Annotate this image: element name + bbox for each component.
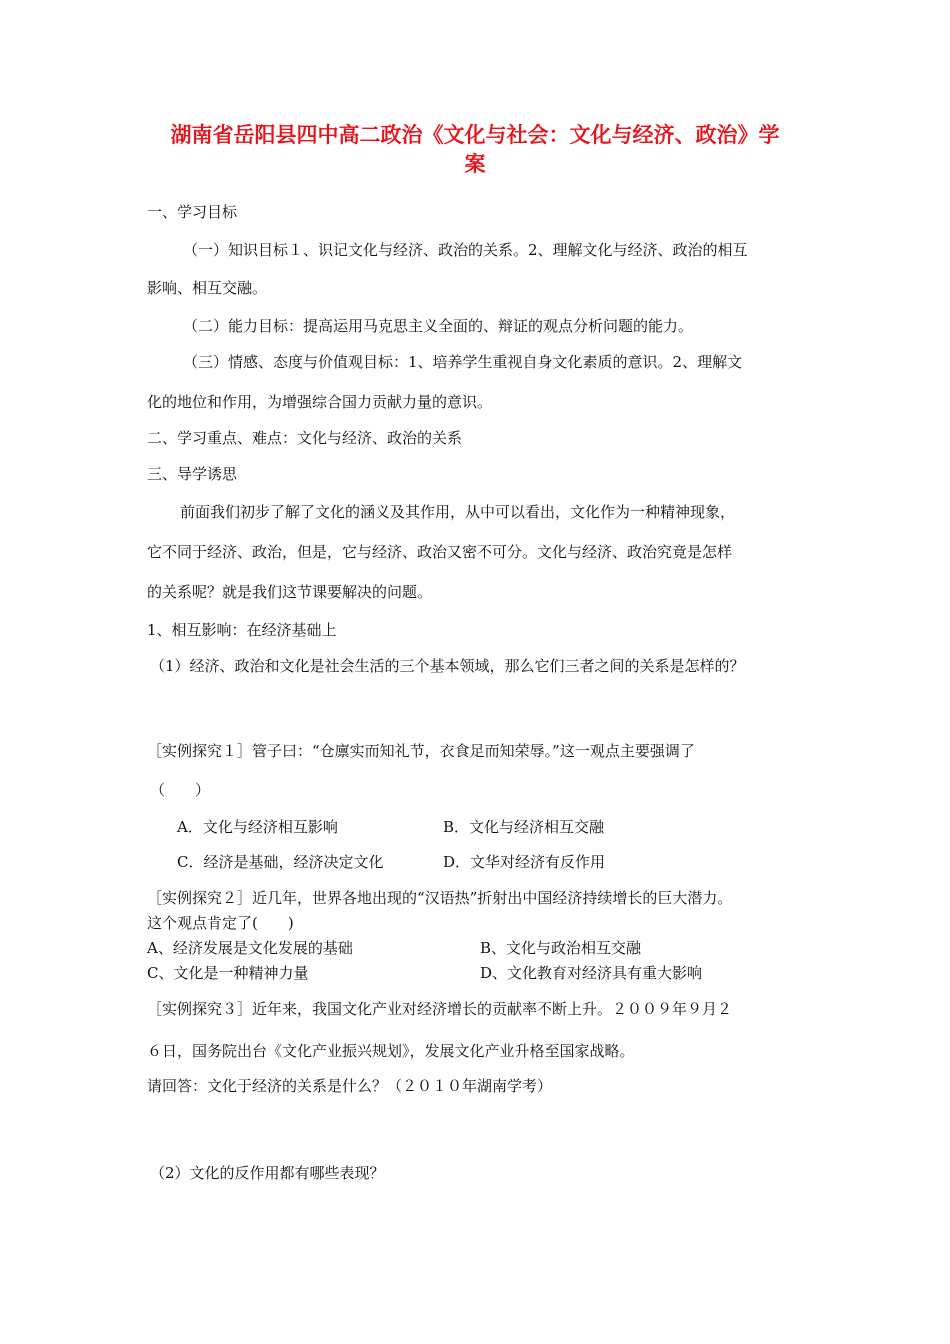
example-1-answer-blank: （ ） — [150, 781, 211, 799]
knowledge-objective-line-2: 影响、相互交融。 — [147, 279, 268, 297]
example-2-line-1: ［实例探究２］近几年，世界各地出现的“汉语热”折射出中国经济持续增长的巨大潜力。 — [147, 889, 733, 907]
example-2-option-d: D、文化教育对经济具有重大影响 — [480, 964, 703, 982]
example-2-option-b: B、文化与政治相互交融 — [480, 939, 642, 957]
emotion-objective-line-1: （三）情感、态度与价值观目标：1、培养学生重视自身文化素质的意识。2、理解文 — [183, 353, 743, 371]
example-3-line-2: ６日，国务院出台《文化产业振兴规划》，发展文化产业升格至国家战略。 — [147, 1042, 635, 1060]
example-1-line-1: ［实例探究１］管子曰：“仓廪实而知礼节，衣食足而知荣辱。”这一观点主要强调了 — [147, 742, 695, 760]
intro-paragraph-line-1: 前面我们初步了解了文化的涵义及其作用，从中可以看出，文化作为一种精神现象， — [180, 503, 736, 521]
ability-objective: （二）能力目标：提高运用马克思主义全面的、辩证的观点分析问题的能力。 — [183, 317, 694, 335]
question-2: （2）文化的反作用都有哪些表现？ — [150, 1164, 385, 1182]
intro-paragraph-line-3: 的关系呢？就是我们这节课要解决的问题。 — [147, 583, 433, 601]
example-2-option-a: A、经济发展是文化发展的基础 — [147, 939, 353, 957]
example-1-option-c: C．经济是基础，经济决定文化 — [177, 853, 384, 871]
example-1-option-a: A．文化与经济相互影响 — [177, 818, 338, 836]
example-3-question: 请回答：文化于经济的关系是什么？（２０１０年湖南学考） — [147, 1077, 553, 1095]
section-heading-guided-study: 三、导学诱思 — [147, 465, 238, 483]
example-2-line-2: 这个观点肯定了( ) — [147, 914, 294, 932]
knowledge-objective-line-1: （一）知识目标１、识记文化与经济、政治的关系。2、理解文化与经济、政治的相互 — [183, 241, 748, 259]
section-heading-key-points: 二、学习重点、难点：文化与经济、政治的关系 — [147, 429, 463, 447]
example-2-option-c: C、文化是一种精神力量 — [147, 964, 309, 982]
document-title-line-2: 案 — [464, 152, 486, 176]
example-1-option-b: B．文化与经济相互交融 — [443, 818, 605, 836]
example-1-option-d: D．文华对经济有反作用 — [443, 853, 606, 871]
question-1: （1）经济、政治和文化是社会生活的三个基本领域，那么它们三者之间的关系是怎样的？ — [150, 657, 745, 675]
example-3-line-1: ［实例探究３］近年来，我国文化产业对经济增长的贡献率不断上升。２００９年９月２ — [147, 1000, 733, 1018]
section-heading-objectives: 一、学习目标 — [147, 203, 238, 221]
emotion-objective-line-2: 化的地位和作用，为增强综合国力贡献力量的意识。 — [147, 393, 493, 411]
subsection-heading-mutual-influence: 1、相互影响：在经济基础上 — [147, 621, 337, 639]
intro-paragraph-line-2: 它不同于经济、政治，但是，它与经济、政治又密不可分。文化与经济、政治究竟是怎样 — [147, 543, 733, 561]
document-title-line-1: 湖南省岳阳县四中高二政治《文化与社会：文化与经济、政治》学 — [170, 123, 780, 147]
